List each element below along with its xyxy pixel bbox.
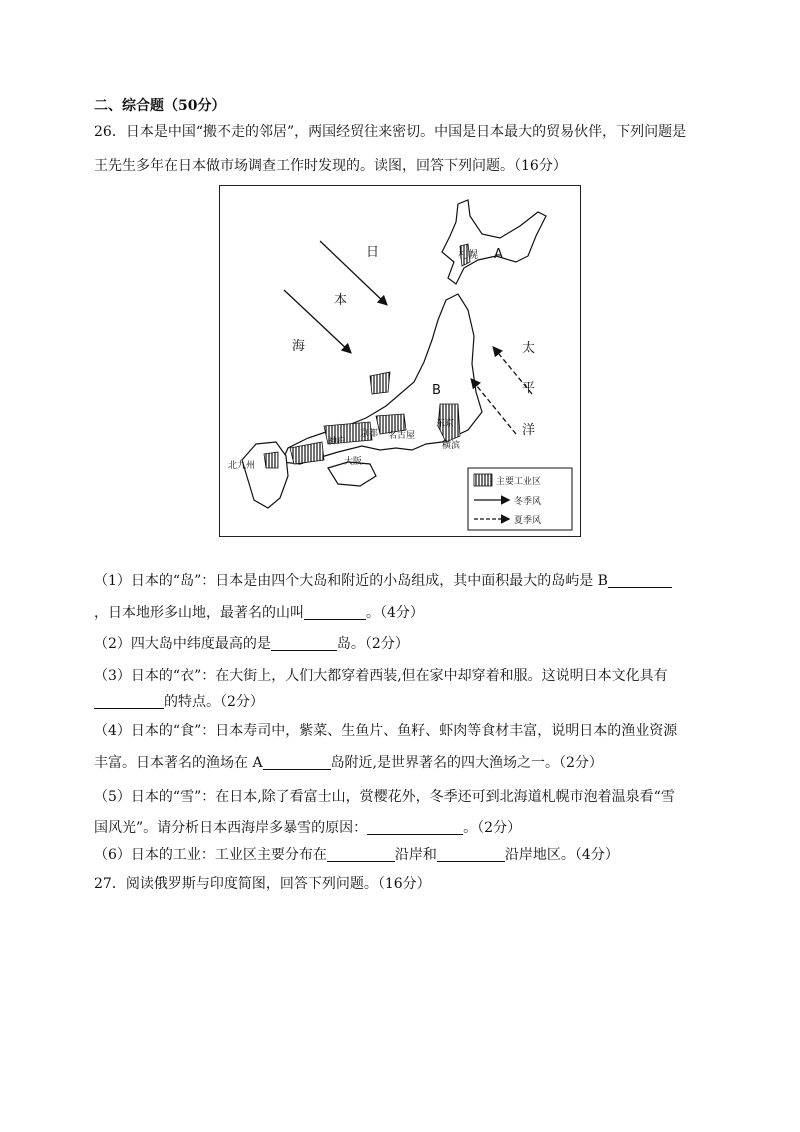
q26-sub5-text-c: 。（2分） [463,820,522,836]
city-osaka: 大阪 [344,457,363,467]
answer-blank-6[interactable] [367,818,463,835]
q26-sub6-text-a: （6）日本的工业：工业区主要分布在 [94,847,327,863]
q26-sub6-text-b: 沿岸和 [394,847,437,863]
sea-char-1: 日 [366,245,380,260]
label-b: B [432,383,441,398]
ocean-char-3: 洋 [522,423,536,438]
q26-sub1-text-c: 。（4分） [366,605,424,621]
city-yokohama: 横滨 [442,441,461,451]
hokkaido-island [442,200,546,284]
label-a: A [494,247,503,262]
q26-sub1-text-a: （1）日本的“岛”：日本是由四个大岛和附近的小岛组成，其中面积最大的岛屿是 B [94,573,608,589]
q26-stem-line1: 26．日本是中国“搬不走的邻居”，两国经贸往来密切。中国是日本最大的贸易伙伴，下列问题是 [94,124,687,140]
city-kyoto: 京都 [360,429,379,439]
answer-blank-7[interactable] [327,845,395,862]
q26-sub1-text-b: ，日本地形多山地，最著名的山叫 [94,605,304,621]
q26-sub1-line2 [94,603,424,623]
sea-char-2: 本 [334,293,348,308]
q26-stem-line2: 王先生多年在日本做市场调查工作时发现的。读图，回答下列问题。（16分） [94,158,567,174]
legend-winter-label: 冬季风 [514,497,542,507]
q26-sub2-text-a: （2）四大岛中纬度最高的是 [94,636,271,652]
city-sapporo: 札幌 [458,250,478,261]
answer-blank-4[interactable] [94,692,164,709]
section-title: 二、综合题（50分） [94,98,226,114]
city-nagoya: 名古屋 [388,431,416,441]
q26-sub4-text-b: 丰富。日本著名的渔场在 A [94,755,263,771]
q26-sub2-text-b: 岛。（2分） [336,636,409,652]
japan-map-drawing [220,186,580,536]
answer-blank-3[interactable] [271,634,337,651]
japan-map [219,185,581,537]
city-kitakyushu: 北九州 [228,461,256,471]
q26-sub5-text-b: 国风光”。请分析日本西海岸多暴雪的原因： [94,820,368,836]
q26-sub5-line1: （5）日本的“雪”：在日本,除了看富士山，赏樱花外，冬季还可到北海道札幌市泡着温泉看“雪 [94,789,675,805]
q26-sub4-text-c: 岛附近,是世界著名的四大渔场之一。（2分） [330,755,603,771]
q26-sub6-line [94,845,619,865]
city-tokyo: 东京 [436,419,455,429]
answer-blank-5[interactable] [263,753,331,770]
legend-summer-label: 夏季风 [514,516,542,526]
q26-sub2-line [94,634,409,654]
answer-blank-2[interactable] [304,603,366,620]
q26-sub3-text-b: 的特点。（2分） [164,694,264,710]
q26-sub5-line2 [94,818,521,838]
q27-stem: 27．阅读俄罗斯与印度简图，回答下列问题。（16分） [94,876,431,892]
sea-char-3: 海 [292,339,306,354]
kyushu-island [242,442,288,508]
ocean-char-2: 平 [522,381,536,396]
q26-sub3-line1: （3）日本的“衣”：在大街上，人们大都穿着西装,但在家中却穿着和服。这说明日本文化具有 [94,668,668,684]
answer-blank-1[interactable] [608,571,672,588]
q26-sub3-line2 [94,692,264,712]
map-legend [468,468,572,530]
ocean-char-1: 太 [522,341,536,356]
q26-sub4-line1: （4）日本的“食”：日本寿司中，紫菜、生鱼片、鱼籽、虾肉等食材丰富，说明日本的渔业资源 [94,723,678,739]
q26-sub4-line2 [94,753,603,773]
answer-blank-8[interactable] [437,845,505,862]
q26-sub6-text-c: 沿岸地区。（4分） [504,847,619,863]
legend-industry-swatch [474,474,492,486]
city-kobe: 神户 [328,437,347,447]
legend-industry-label: 主要工业区 [496,477,542,487]
q26-sub1-line1 [94,571,672,591]
